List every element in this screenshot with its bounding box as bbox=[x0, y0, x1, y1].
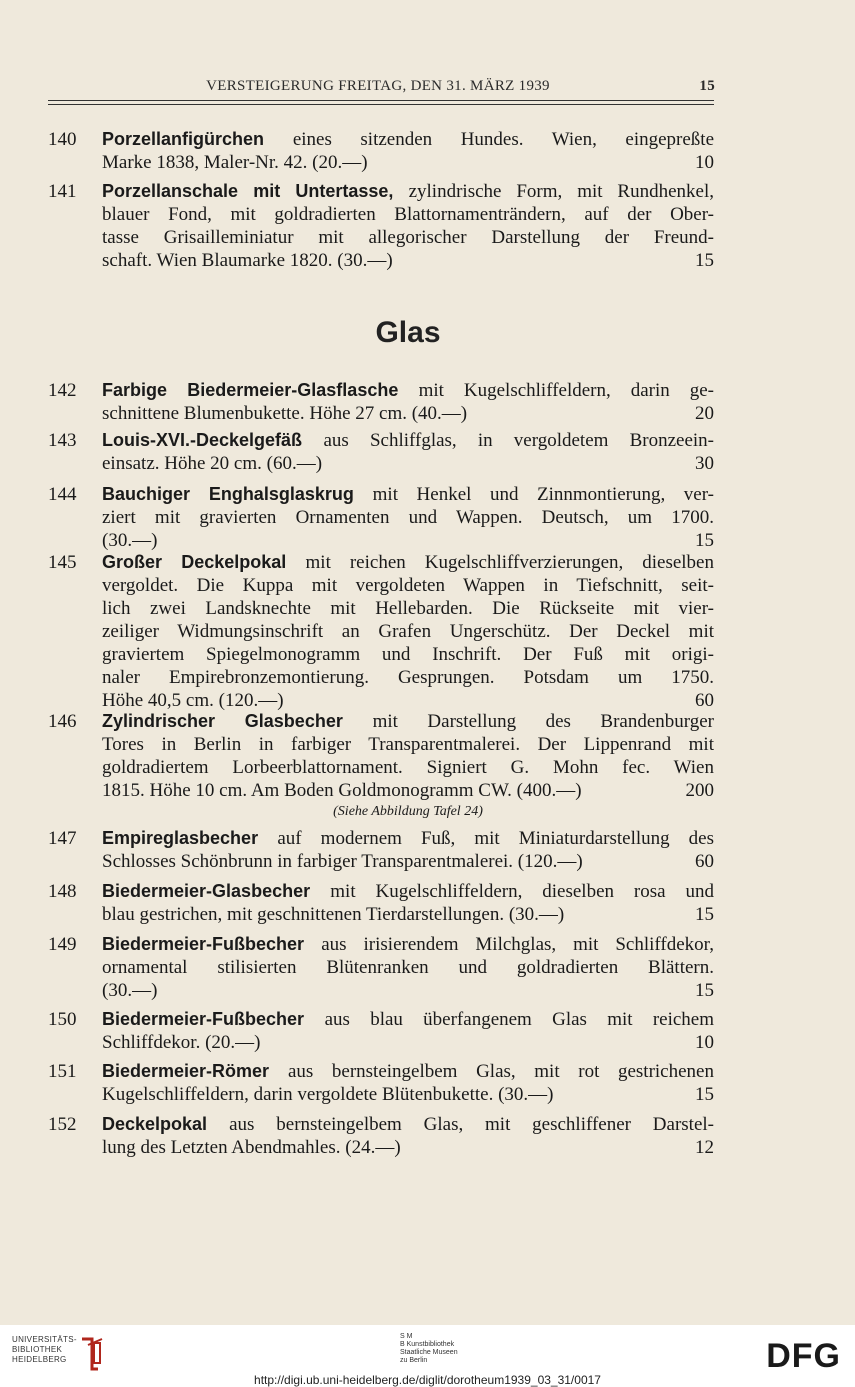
museum-credit bbox=[400, 1333, 458, 1365]
description-line: Biedermeier-Fußbecher aus irisierendem Milchglas, mit Schliffdekor, bbox=[102, 934, 714, 955]
running-header bbox=[48, 78, 715, 100]
description-line: 60 Höhe 40,5 cm. (120.—) bbox=[102, 690, 714, 711]
lot-description bbox=[102, 880, 714, 926]
lot-price: 60 bbox=[695, 690, 714, 711]
lot-description bbox=[102, 379, 714, 425]
dfg-logo: DFG bbox=[766, 1337, 841, 1375]
lot-price: 15 bbox=[695, 980, 714, 1001]
museum-line: Staatliche Museen bbox=[400, 1349, 458, 1356]
description-line: Tores in Berlin in farbiger Transparentmalerei. Der Lippenrand mit bbox=[102, 734, 714, 755]
description-line: 15 schaft. Wien Blaumarke 1820. (30.—) bbox=[102, 250, 714, 271]
lot-title: Porzellanschale mit Untertasse, bbox=[102, 181, 409, 201]
description-line: Biedermeier-Glasbecher mit Kugelschliffeldern, dieselben rosa und bbox=[102, 881, 714, 902]
lot-entry bbox=[48, 933, 714, 1002]
lot-price: 60 bbox=[695, 851, 714, 872]
header-rule-thin bbox=[48, 104, 714, 105]
lot-entry bbox=[48, 180, 714, 272]
section-heading-glas: Glas bbox=[375, 316, 441, 349]
lot-title: Biedermeier-Fußbecher bbox=[102, 934, 322, 954]
lot-description bbox=[102, 710, 714, 822]
lot-title: Biedermeier-Glasbecher bbox=[102, 881, 331, 901]
museum-line: zu Berlin bbox=[400, 1357, 428, 1364]
lot-number: 150 bbox=[48, 1009, 77, 1030]
university-library-logo bbox=[12, 1335, 107, 1375]
description-line: Biedermeier-Fußbecher aus blau überfangenem Glas mit reichem bbox=[102, 1009, 715, 1030]
lot-price: 15 bbox=[695, 250, 714, 271]
description-line: 15 blau gestrichen, mit geschnittenen Tierdarstellungen. (30.—) bbox=[102, 904, 714, 925]
lot-price: 15 bbox=[695, 530, 714, 551]
lot-number: 152 bbox=[48, 1114, 77, 1135]
lot-entry bbox=[48, 827, 714, 873]
page-number: 15 bbox=[699, 78, 715, 94]
description-line: 30 einsatz. Höhe 20 cm. (60.—) bbox=[102, 453, 714, 474]
digitization-footer bbox=[0, 1325, 855, 1387]
museum-line: S M bbox=[400, 1333, 413, 1340]
lot-number: 149 bbox=[48, 934, 77, 955]
header-rule bbox=[48, 100, 714, 101]
description-line: graviertem Spiegelmonogramm und Inschrift. Der Fuß mit origi- bbox=[102, 644, 714, 665]
lot-title: Empireglasbecher bbox=[102, 828, 278, 848]
description-line: Louis-XVI.-Deckelgefäß aus Schliffglas, in vergoldetem Bronzeein- bbox=[102, 430, 714, 451]
lot-entry bbox=[48, 379, 714, 425]
lot-price: 20 bbox=[695, 403, 714, 424]
museum-line: B Kunstbibliothek bbox=[400, 1341, 455, 1348]
lot-description bbox=[102, 1008, 714, 1054]
header-title: VERSTEIGERUNG FREITAG, DEN 31. MÄRZ 1939 bbox=[206, 78, 550, 94]
lot-entry bbox=[48, 551, 714, 712]
library-line: UNIVERSITÄTS- bbox=[12, 1335, 77, 1344]
lot-number: 144 bbox=[48, 484, 77, 505]
lot-description bbox=[102, 1060, 714, 1106]
description-line: Großer Deckelpokal mit reichen Kugelschliffverzierungen, dieselben bbox=[102, 552, 714, 573]
description-line: tasse Grisailleminiatur mit allegorischer Darstellung der Freund- bbox=[102, 227, 714, 248]
lot-price: 200 bbox=[685, 780, 714, 801]
lot-price: 15 bbox=[695, 904, 714, 925]
lot-entry bbox=[48, 880, 714, 926]
lot-number: 151 bbox=[48, 1061, 77, 1082]
lot-entry bbox=[48, 483, 714, 552]
description-line: Bauchiger Enghalsglaskrug mit Henkel und Zinnmontierung, ver- bbox=[102, 484, 714, 505]
lot-number: 140 bbox=[48, 129, 77, 150]
lot-description bbox=[102, 933, 714, 1002]
lot-title: Farbige Biedermeier-Glasflasche bbox=[102, 380, 419, 400]
lot-entry bbox=[48, 710, 714, 822]
lot-number: 148 bbox=[48, 881, 77, 902]
description-line: 60 Schlosses Schönbrunn in farbiger Transparentmalerei. (120.—) bbox=[102, 851, 714, 872]
lot-description bbox=[102, 180, 714, 272]
lot-title: Zylindrischer Glasbecher bbox=[102, 711, 373, 731]
library-line: HEIDELBERG bbox=[12, 1355, 67, 1364]
description-line: 20 schnittene Blumenbukette. Höhe 27 cm. (40.—) bbox=[102, 403, 714, 424]
description-line: 15 (30.—) bbox=[102, 980, 714, 1001]
description-line: blauer Fond, mit goldradierten Blattornamenträndern, auf der Ober- bbox=[102, 204, 714, 225]
lot-title: Großer Deckelpokal bbox=[102, 552, 306, 572]
description-line: ziert mit gravierten Ornamenten und Wappen. Deutsch, um 1700. bbox=[102, 507, 714, 528]
description-line: 10 Marke 1838, Maler-Nr. 42. (20.—) bbox=[102, 152, 714, 173]
description-line: naler Empirebronzemontierung. Gesprungen. Potsdam um 1750. bbox=[102, 667, 714, 688]
lot-number: 146 bbox=[48, 711, 77, 732]
description-line: zeiliger Widmungsinschrift an Grafen Ungerschütz. Der Deckel mit bbox=[102, 621, 714, 642]
description-line: 12 lung des Letzten Abendmahles. (24.—) bbox=[102, 1137, 714, 1158]
lot-description bbox=[102, 551, 714, 712]
lot-price: 30 bbox=[695, 453, 714, 474]
lot-number: 145 bbox=[48, 552, 77, 573]
description-line: Farbige Biedermeier-Glasflasche mit Kugelschliffeldern, darin ge- bbox=[102, 380, 714, 401]
lot-title: Louis-XVI.-Deckelgefäß bbox=[102, 430, 324, 450]
illustration-reference: (Siehe Abbildung Tafel 24) bbox=[333, 804, 483, 819]
lot-description bbox=[102, 483, 714, 552]
description-line: 15 (30.—) bbox=[102, 530, 714, 551]
library-emblem-icon bbox=[78, 1335, 108, 1373]
library-line: BIBLIOTHEK bbox=[12, 1345, 63, 1354]
lot-title: Biedermeier-Fußbecher bbox=[102, 1009, 325, 1029]
lot-number: 142 bbox=[48, 380, 77, 401]
description-line: Zylindrischer Glasbecher mit Darstellung des Brandenburger bbox=[102, 711, 715, 732]
description-line: vergoldet. Die Kuppa mit vergoldeten Wappen in Tiefschnitt, seit- bbox=[102, 575, 714, 596]
description-line: Porzellanschale mit Untertasse, zylindrische Form, mit Rundhenkel, bbox=[102, 181, 715, 202]
lot-price: 10 bbox=[695, 1032, 714, 1053]
lot-entry bbox=[48, 1060, 714, 1106]
description-line: Deckelpokal aus bernsteingelbem Glas, mit geschliffener Darstel- bbox=[102, 1114, 714, 1135]
lot-description bbox=[102, 128, 714, 174]
description-line: 200 1815. Höhe 10 cm. Am Boden Goldmonogramm CW. (400.—) bbox=[102, 780, 714, 801]
lot-entry bbox=[48, 1008, 714, 1054]
description-line: lich zwei Landsknechte mit Hellebarden. Die Rückseite mit vier- bbox=[102, 598, 714, 619]
lot-description bbox=[102, 827, 714, 873]
description-line: ornamental stilisierten Blütenranken und goldradierten Blättern. bbox=[102, 957, 714, 978]
lot-price: 10 bbox=[695, 152, 714, 173]
source-url[interactable]: http://digi.ub.uni-heidelberg.de/diglit/dorotheum1939_03_31/0017 bbox=[254, 1373, 601, 1387]
lot-entry bbox=[48, 1113, 714, 1159]
lot-entry bbox=[48, 429, 714, 475]
lot-description bbox=[102, 1113, 714, 1159]
description-line: Biedermeier-Römer aus bernsteingelbem Glas, mit rot gestrichenen bbox=[102, 1061, 714, 1082]
lot-description bbox=[102, 429, 714, 475]
description-line: Empireglasbecher auf modernem Fuß, mit Miniaturdarstellung des bbox=[102, 828, 715, 849]
lot-number: 147 bbox=[48, 828, 77, 849]
description-line: Porzellanfigürchen eines sitzenden Hundes. Wien, eingepreßte bbox=[102, 129, 714, 150]
lot-number: 143 bbox=[48, 430, 77, 451]
lot-title: Deckelpokal bbox=[102, 1114, 230, 1134]
lot-entry bbox=[48, 128, 714, 174]
lot-price: 12 bbox=[695, 1137, 714, 1158]
description-line: goldradiertem Lorbeerblattornament. Signiert G. Mohn fec. Wien bbox=[102, 757, 714, 778]
lot-title: Biedermeier-Römer bbox=[102, 1061, 288, 1081]
lot-number: 141 bbox=[48, 181, 77, 202]
lot-title: Bauchiger Enghalsglaskrug bbox=[102, 484, 373, 504]
lot-title: Porzellanfigürchen bbox=[102, 129, 293, 149]
description-line: 10 Schliffdekor. (20.—) bbox=[102, 1032, 714, 1053]
lot-price: 15 bbox=[695, 1084, 714, 1105]
description-line: 15 Kugelschliffeldern, darin vergoldete Blütenbukette. (30.—) bbox=[102, 1084, 714, 1105]
